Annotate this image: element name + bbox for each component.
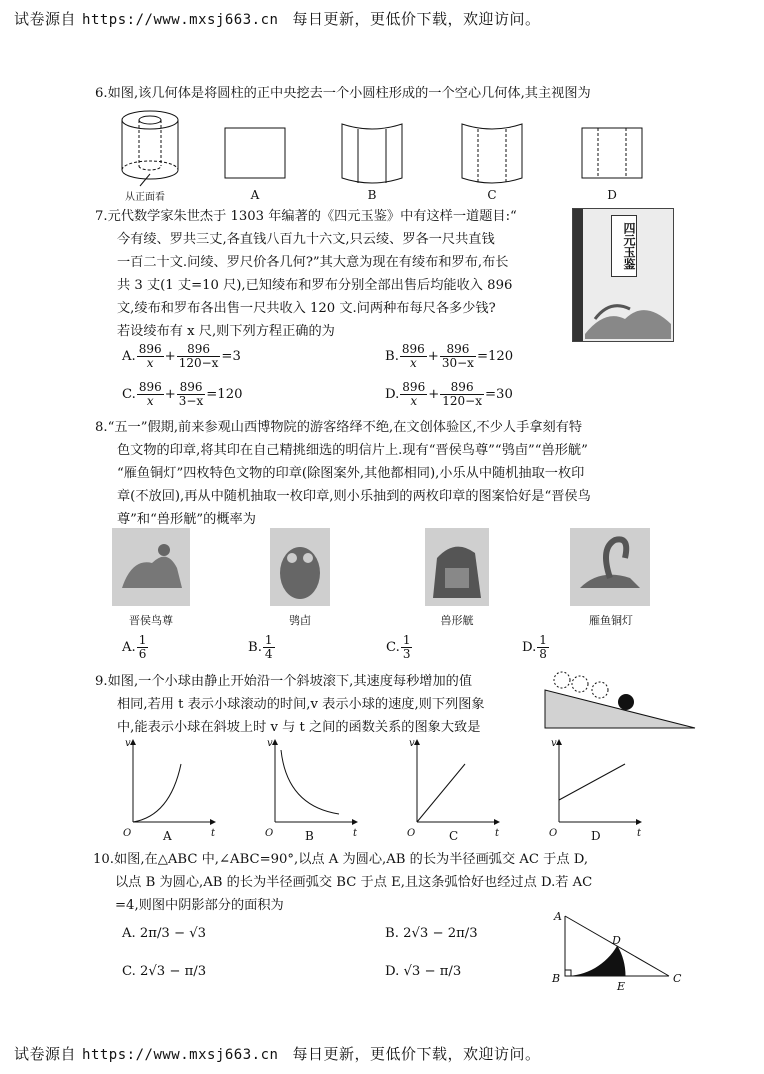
q9-origin-c: O (407, 828, 416, 839)
q9-axis-t-d: t (637, 828, 642, 839)
q7-line-5: 文,绫布和罗布各出售一尺共收入 120 文.问两种布每尺各多少钱? (117, 301, 496, 316)
q8-photo-beast-gong (425, 528, 489, 606)
q9-line-2: 相同,若用 t 表示小球滚动的时间,v 表示小球的速度,则下列图象 (117, 697, 485, 712)
q8-caption-4: 雁鱼铜灯 (589, 614, 633, 627)
q8-photo-goose-fish-lamp (570, 528, 650, 606)
q9-line-1: 9.如图,一个小球由静止开始沿一个斜坡滚下,其速度每秒增加的值 (95, 674, 473, 689)
header-source: 试卷源自 (14, 10, 77, 28)
q9-stem (95, 670, 545, 739)
q6-figures (110, 106, 670, 202)
q7-line-3: 一百二十文.问绫、罗尺价各几何?”其大意为现在有绫布和罗布,布长 (117, 255, 509, 270)
q8-stem (95, 416, 695, 531)
q6-view-label: 从正面看 (125, 192, 165, 203)
q9-slope-figure (540, 668, 700, 732)
q8-photo-owl-you (270, 528, 330, 606)
q10-option-b: B. 2√3 − 2π/3 (385, 926, 478, 941)
q10-triangle-figure (545, 908, 685, 994)
q9-option-b: B (305, 829, 314, 843)
q8-line-1: 8.“五一”假期,前来参观山西博物院的游客络绎不绝,在文创体验区,不少人手拿刻有特 (95, 420, 583, 435)
q7-option-c: C. $\frac{896}{x}$ + $\frac{896}{3-x}$ =120 (122, 380, 243, 408)
q9-axis-v-c: v (409, 738, 415, 749)
q8-caption-2: 鸮卣 (289, 614, 311, 627)
q9-origin-b: O (265, 828, 274, 839)
q9-axis-v-d: v (551, 738, 557, 749)
q10-option-c: C. 2√3 − π/3 (122, 964, 207, 979)
q7-line-6: 若设绫布有 x 尺,则下列方程正确的为 (117, 324, 335, 339)
q10-point-c: C (673, 972, 682, 985)
q7-line-2: 今有绫、罗共三丈,各直钱八百九十六文,只云绫、罗各一尺共直钱 (117, 232, 495, 247)
q9-option-d: D (591, 829, 601, 843)
q8-line-4: 章(不放回),再从中随机抽取一枚印章,则小乐抽到的两枚印章的图案恰好是“晋侯鸟 (117, 489, 591, 504)
q9-axis-t-b: t (353, 828, 358, 839)
header-url[interactable]: https://www.mxsj663.cn (82, 12, 279, 28)
q9-origin-a: O (123, 828, 132, 839)
header-banner (14, 8, 540, 29)
q8-option-a: A. $\frac{1}{6}$ (122, 633, 147, 661)
q9-line-3: 中,能表示小球在斜坡上时 v 与 t 之间的函数关系的图象大致是 (117, 720, 481, 735)
q10-stem (93, 848, 693, 917)
q8-line-2: 色文物的印章,将其印在自己精挑细选的明信片上.现有“晋侯鸟尊”“鸮卣”“兽形觥” (117, 443, 588, 458)
footer-slogan: 每日更新，更低价下载，欢迎访问。 (292, 1045, 541, 1063)
q8-caption-1: 晋侯鸟尊 (129, 614, 173, 627)
q6-option-a: A (250, 188, 260, 202)
q7-stem (95, 205, 575, 343)
q10-point-a: A (554, 910, 562, 923)
q9-axis-t-a: t (211, 828, 216, 839)
q10-option-d: D. √3 − π/3 (385, 964, 462, 979)
q9-option-c: C (449, 829, 459, 843)
q8-photo-bird-zun (112, 528, 190, 606)
q8-line-5: 尊”和“兽形觥”的概率为 (117, 512, 256, 527)
q10-option-a: A. 2π/3 − √3 (122, 926, 207, 941)
q8-option-c: C. $\frac{1}{3}$ (386, 633, 411, 661)
q8-caption-3: 兽形觥 (440, 614, 474, 627)
q10-point-b: B (552, 972, 561, 985)
q7-option-d: D. $\frac{896}{x}$ + $\frac{896}{120-x}$ =30 (385, 380, 513, 408)
q6-option-d: D (607, 188, 617, 202)
q8-line-3: “雁鱼铜灯”四枚特色文物的印章(除图案外,其他都相同),小乐从中随机抽取一枚印 (117, 466, 585, 481)
q7-option-a: A. $\frac{896}{x}$ + $\frac{896}{120-x}$ =3 (122, 342, 241, 370)
q10-line-2: 以点 B 为圆心,AB 的长为半径画弧交 BC 于点 E,且这条弧恰好也经过点 D.若 AC (115, 875, 593, 890)
q10-line-3: =4,则图中阴影部分的面积为 (115, 898, 284, 913)
q6-option-c: C (487, 188, 497, 202)
q9-axis-t-c: t (495, 828, 500, 839)
q7-book-title: 四元玉鉴 (611, 215, 637, 277)
footer-banner (14, 1043, 540, 1064)
q7-line-1: 7.元代数学家朱世杰于 1303 年编著的《四元玉鉴》中有这样一道题目:“ (95, 209, 517, 224)
q7-option-b: B. $\frac{896}{x}$ + $\frac{896}{30-x}$ =120 (385, 342, 514, 370)
q7-book-image (572, 208, 674, 342)
q9-axis-v-a: v (125, 738, 131, 749)
q6-stem: 6.如图,该几何体是将圆柱的正中央挖去一个小圆柱形成的一个空心几何体,其主视图为 (95, 86, 591, 101)
q9-axis-v-b: v (267, 738, 273, 749)
q9-graphs (115, 736, 675, 846)
q7-line-4: 共 3 丈(1 丈=10 尺),已知绫布和罗布分别全部出售后均能收入 896 (117, 278, 513, 293)
q10-point-d: D (612, 934, 621, 947)
footer-source: 试卷源自 (14, 1045, 77, 1063)
header-slogan: 每日更新，更低价下载，欢迎访问。 (292, 10, 541, 28)
q10-point-e: E (617, 980, 626, 993)
q9-option-a: A (163, 829, 172, 843)
q8-option-d: D. $\frac{1}{8}$ (522, 633, 547, 661)
q10-line-1: 10.如图,在△ABC 中,∠ABC=90°,以点 A 为圆心,AB 的长为半径画弧交 AC 于点 D, (93, 852, 589, 867)
q8-option-b: B. $\frac{1}{4}$ (248, 633, 273, 661)
q9-origin-d: O (549, 828, 558, 839)
footer-url[interactable]: https://www.mxsj663.cn (82, 1047, 279, 1063)
q6-option-b: B (367, 188, 377, 202)
